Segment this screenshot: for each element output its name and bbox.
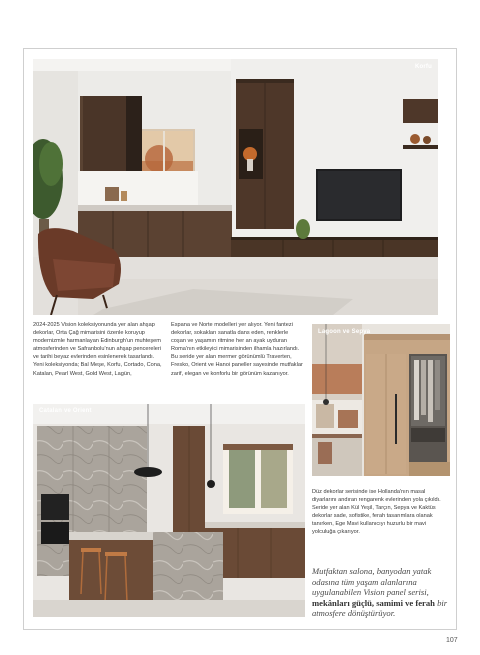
photo-label-catalan-orient: Catalan ve Orient: [39, 408, 92, 414]
photo-catalan-orient-kitchen: [33, 404, 305, 617]
pull-quote-bold: mekânları güçlü, samimi ve ferah: [312, 597, 435, 608]
photo-label-lagoon-sepya: Lagoon ve Sepya: [318, 329, 371, 335]
body-text-column-3: Düz dekorlar serisinde ise Hollanda'nın masal diyarlarını andıran rengarenk evlerinden yola çıkıldı. Seride yer alan Kül Yeşil, Tarçın, Sepya ve Kaktüs dekorlar sade, sofistike, ferah tasarımlara olanak tanırken, Ege Mavi kullanıcıyı huzurlu bir mavi yolculuğa çıkarıyor.: [312, 489, 441, 536]
photo-label-korfu: Korfu: [415, 64, 432, 70]
pull-quote-part-1: Mutfaktan salona, banyodan yatak odasına tüm yaşam alanlarına uygulanabilen Vision panel serisi,: [312, 566, 432, 598]
page-number: 107: [446, 637, 458, 644]
photo-korfu-living-room: [33, 59, 438, 315]
photo-lagoon-sepya: [312, 324, 450, 476]
body-text-column-2: Espana ve Norte modelleri yer alıyor. Yeni fantezi dekorlar, sokakları sanatla dans eden, renklerle coşan ve yaşamın ritmine her an ayak uyduran Roma'nın etkileyici mimarisinden ilhamla hazırlandı. Bu seride yer alan mermer görünümlü Traverten, Fresko, Orient ve Hanoi paneller sayesinde mutfaklar zarif, elegan ve konforlu bir görünüm kazanıyor.: [171, 322, 303, 377]
body-text-column-1: 2024-2025 Vision koleksiyonunda yer alan ahşap dekorlar, Orta Çağ mimarisini özenle koruyup modernizmle harmanlayan Edinburgh'un muhteşem atmosferinden ve Safranbolu'nun ahşap pencereleri ve tarihi beyaz evlerinden esinlenerek tasarlandı. Yeni koleksiyonda; Bal Meşe, Korfu, Cortado, Cona, Katalan, Pearl West, Gold West, Lagün,: [33, 322, 162, 377]
pull-quote-part-2: bir atmosfere dönüştürüyor.: [312, 597, 448, 619]
pull-quote: [312, 566, 452, 619]
